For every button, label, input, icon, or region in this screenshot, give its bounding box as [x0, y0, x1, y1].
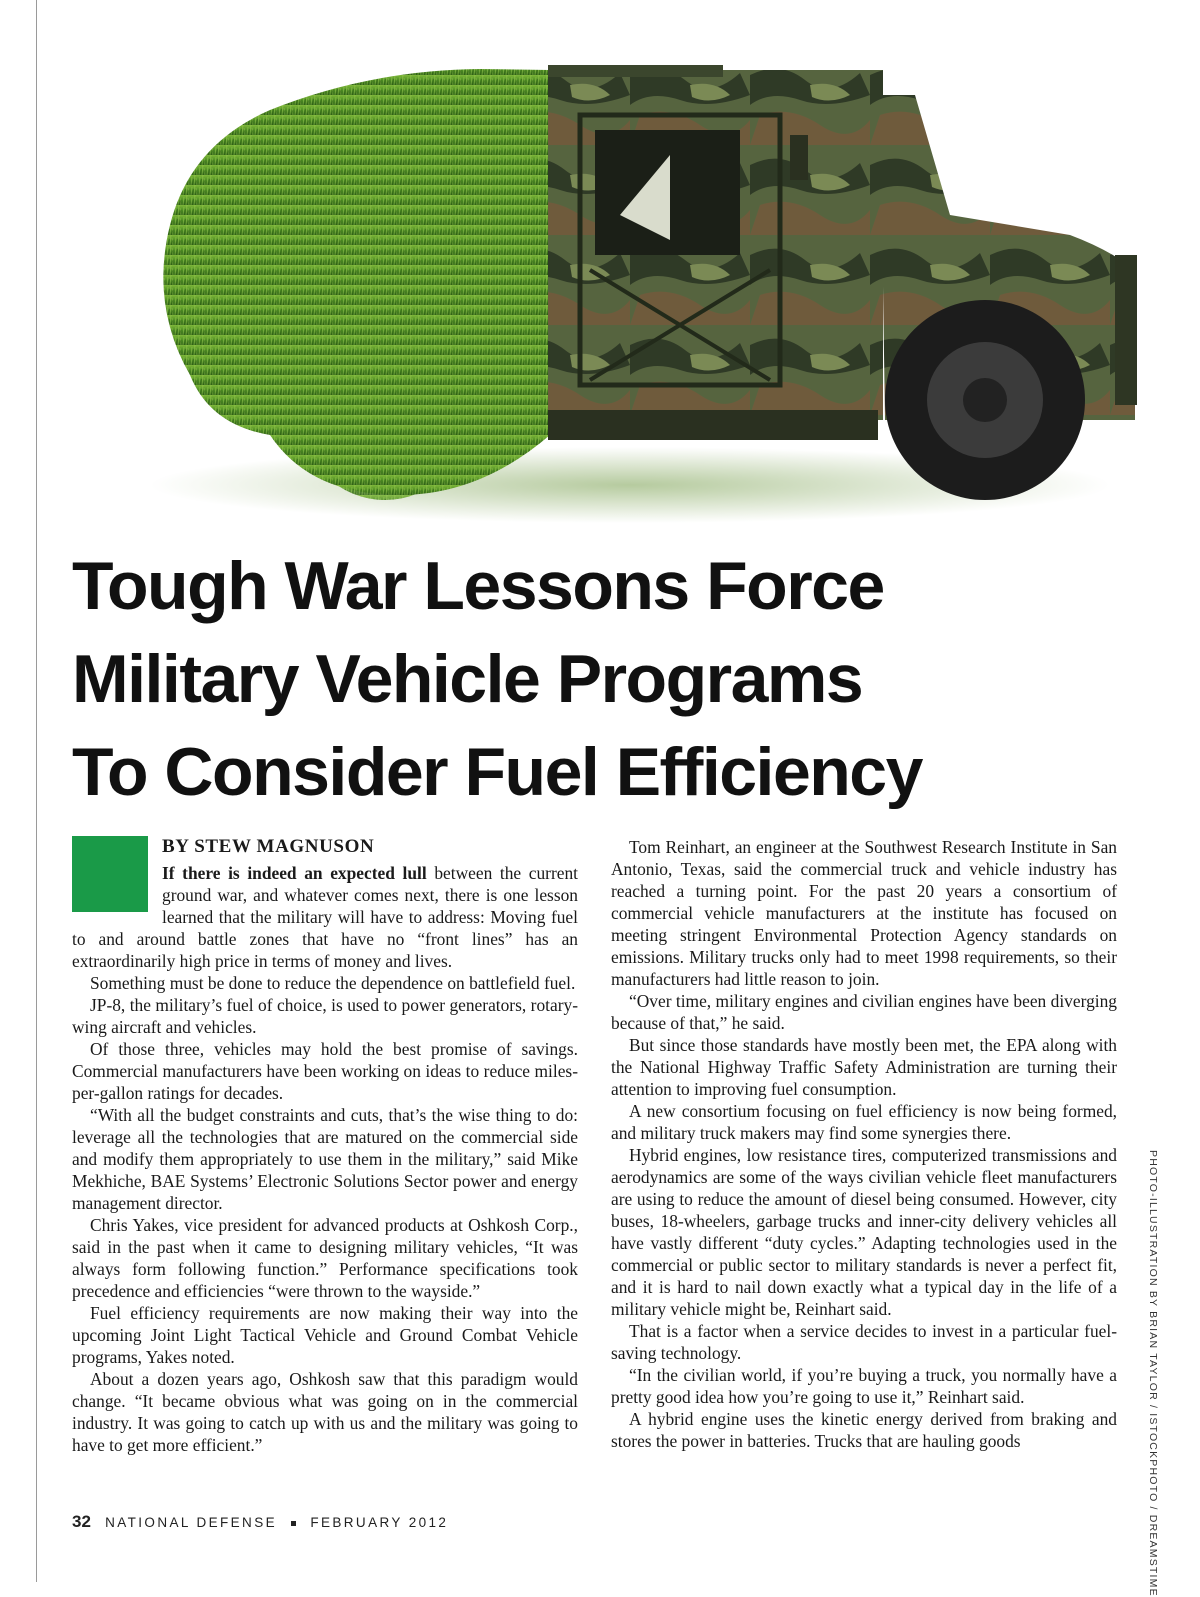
paragraph-text: between the current ground war, and whatever comes next, there is one lesson learned that the military will have to address: Moving fuel to and around battle zones that have no “front lines” has an extraordinarily high price in terms of money and lives. [72, 863, 579, 971]
paragraph: That is a factor when a service decides to invest in a particular fuel-saving technology. [611, 1321, 1117, 1363]
issue-date: FEBRUARY 2012 [310, 1515, 449, 1530]
paragraph: Of those three, vehicles may hold the best promise of savings. Commercial manufacturers have been working on ideas to reduce miles-per-gallon ratings for decades. [72, 1039, 578, 1103]
page-number: 32 [72, 1512, 91, 1531]
article-headline [72, 540, 1162, 819]
paragraph: JP-8, the military’s fuel of choice, is used to power generators, rotary-wing aircraft and vehicles. [72, 995, 578, 1037]
paragraph: A new consortium focusing on fuel efficiency is now being formed, and military truck makers may find some synergies there. [611, 1101, 1117, 1143]
paragraph: “Over time, military engines and civilian engines have been diverging because of that,” he said. [611, 991, 1117, 1033]
separator-square-icon [291, 1521, 296, 1526]
headline-line-1: Tough War Lessons Force [72, 548, 884, 624]
publication-name: NATIONAL DEFENSE [105, 1515, 278, 1530]
paragraph: Fuel efficiency requirements are now making their way into the upcoming Joint Light Tactical Vehicle and Ground Combat Vehicle programs, Yakes noted. [72, 1303, 578, 1367]
photo-credit: PHOTO-ILLUSTRATION BY BRIAN TAYLOR / ISTOCKPHOTO / DREAMSTIME [1147, 1150, 1159, 1597]
paragraph: Chris Yakes, vice president for advanced products at Oshkosh Corp., said in the past when it came to designing military vehicles, “It was always form following function.” Performance specifications took precedence and efficiencies “were thrown to the wayside.” [72, 1215, 578, 1301]
article-column-right [611, 836, 1117, 1452]
paragraph: Hybrid engines, low resistance tires, computerized transmissions and aerodynamics are some of the ways civilian vehicle fleet manufacturers are using to reduce the amount of diesel being consumed. However, city buses, 18-wheelers, garbage trucks and inner-city delivery vehicles all have vastly different “duty cycles.” Adapting technologies used in the commercial or public sector to military standards is never a perfect fit, and it is hard to nail down exactly what a typical day in the life of a military vehicle might be, Reinhart said. [611, 1145, 1117, 1319]
paragraph: “In the civilian world, if you’re buying a truck, you normally have a pretty good idea how you’re going to use it,” Reinhart said. [611, 1365, 1117, 1407]
paragraph: “With all the budget constraints and cuts, that’s the wise thing to do: leverage all the technologies that are matured on the commercial side and modify them appropriately to use them in the military,” said Mike Mekhiche, BAE Systems’ Electronic Solutions Sector power and energy management director. [72, 1105, 578, 1213]
page-margin-rule [36, 0, 37, 1582]
paragraph: A hybrid engine uses the kinetic energy derived from braking and stores the power in batteries. Trucks that are hauling goods [611, 1409, 1117, 1451]
paragraph: About a dozen years ago, Oshkosh saw that this paradigm would change. “It became obvious what was going on in the commercial industry. It was going to catch up with us and the military was going to have to get more efficient.” [72, 1369, 578, 1455]
page-footer-folio [72, 1512, 448, 1532]
green-dropcap-block [72, 836, 148, 912]
lead-in: If there is indeed an expected lull [162, 863, 427, 883]
article-column-left [72, 836, 578, 1456]
hero-illustration-grass-humvee [150, 55, 1150, 525]
paragraph: Something must be done to reduce the dependence on battlefield fuel. [90, 973, 576, 993]
byline: BY STEW MAGNUSON [162, 836, 375, 857]
paragraph: But since those standards have mostly been met, the EPA along with the National Highway Traffic Safety Administration are turning their attention to improving fuel consumption. [611, 1035, 1117, 1099]
headline-line-3: To Consider Fuel Efficiency [72, 734, 922, 810]
headline-line-2: Military Vehicle Programs [72, 641, 863, 717]
paragraph: Tom Reinhart, an engineer at the Southwest Research Institute in San Antonio, Texas, said the commercial truck and vehicle industry has reached a turning point. For the past 20 years a consortium of commercial vehicle manufacturers at the institute has focused on meeting stringent Environmental Protection Agency standards on emissions. Military trucks only had to meet 1998 requirements, so their manufacturers had little reason to join. [611, 837, 1117, 989]
